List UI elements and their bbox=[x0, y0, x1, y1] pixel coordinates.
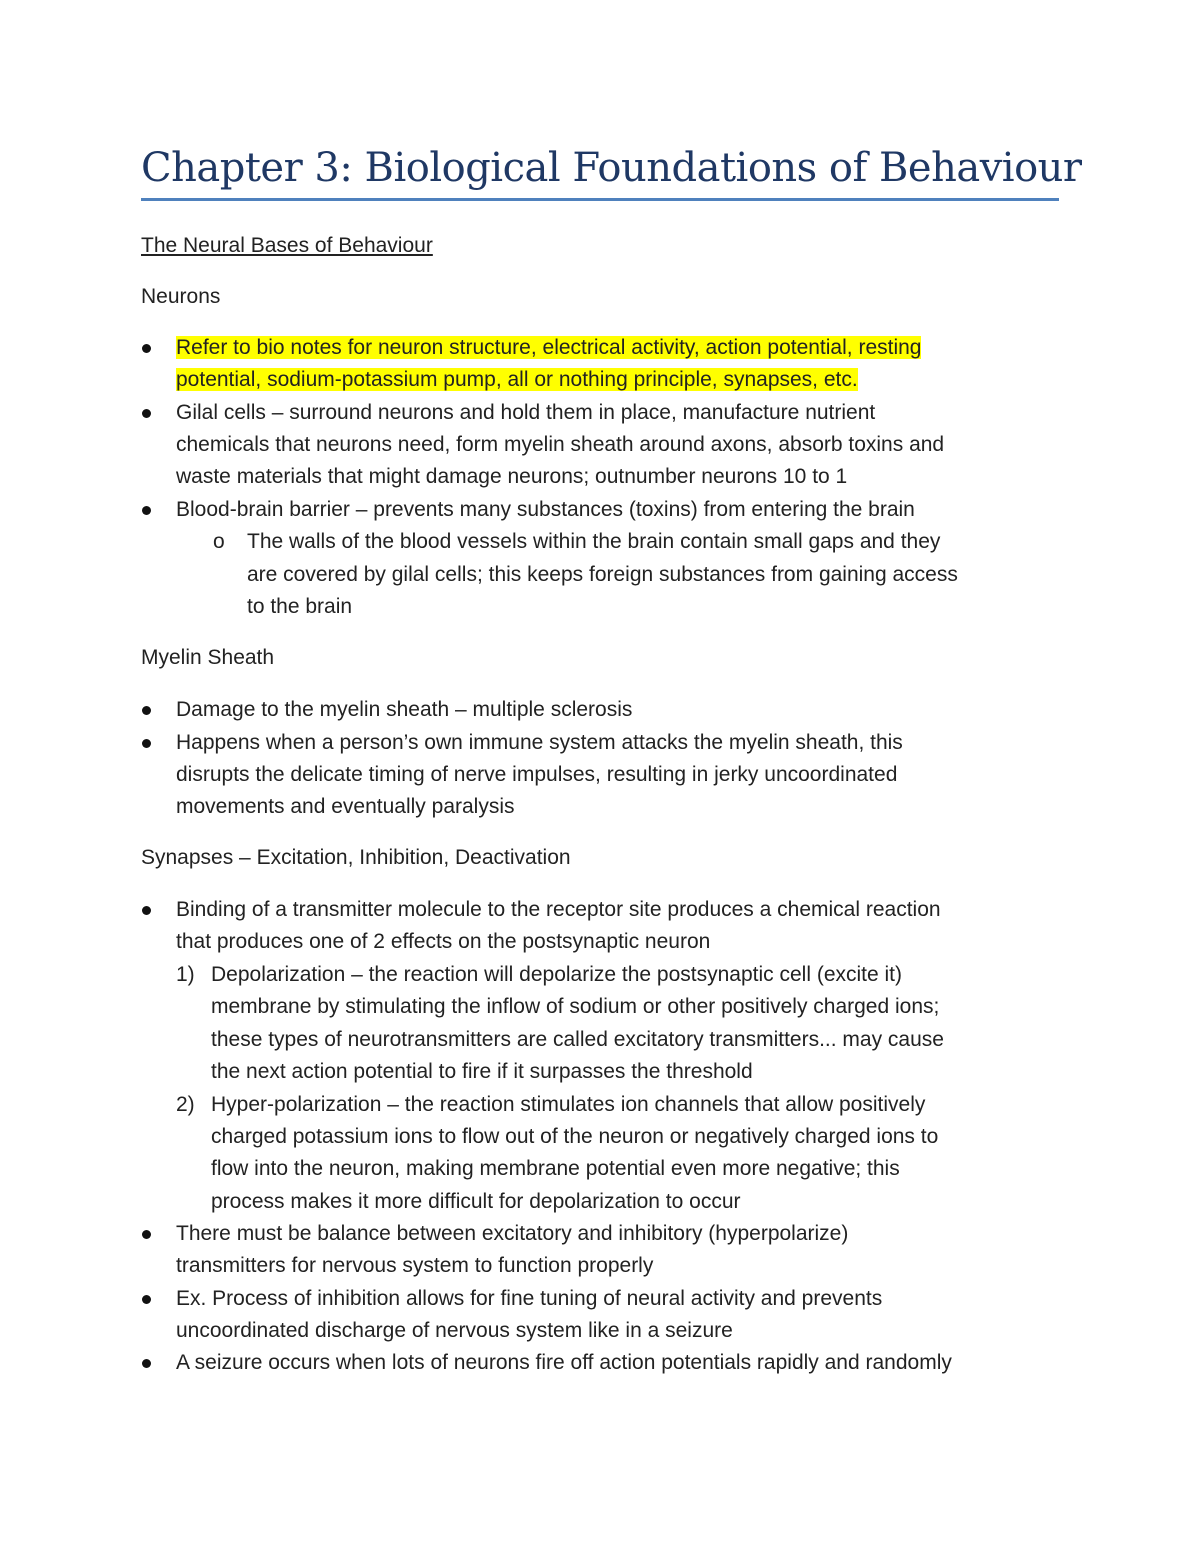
numbered-item-continuation: charged potassium ions to flow out of the neuron or negatively charged ions to bbox=[211, 1125, 939, 1148]
list-item: Blood-brain barrier – prevents many substances (toxins) from entering the brain bbox=[176, 498, 915, 521]
bullet-icon bbox=[142, 1359, 151, 1368]
bullet-icon bbox=[142, 1230, 151, 1239]
list-item-continuation: disrupts the delicate timing of nerve impulses, resulting in jerky uncoordinated bbox=[176, 763, 898, 786]
list-item-continuation: chemicals that neurons need, form myelin sheath around axons, absorb toxins and bbox=[176, 433, 945, 456]
list-item-continuation: movements and eventually paralysis bbox=[176, 795, 515, 818]
sub-bullet-icon: o bbox=[213, 530, 225, 553]
list-item: Damage to the myelin sheath – multiple sclerosis bbox=[176, 698, 633, 721]
list-item-continuation: uncoordinated discharge of nervous system like in a seizure bbox=[176, 1319, 733, 1342]
list-item-continuation: waste materials that might damage neurons; outnumber neurons 10 to 1 bbox=[176, 465, 848, 488]
numbered-item: Hyper-polarization – the reaction stimulates ion channels that allow positively bbox=[211, 1093, 926, 1116]
bullet-icon bbox=[142, 344, 151, 353]
list-item: There must be balance between excitatory and inhibitory (hyperpolarize) bbox=[176, 1222, 849, 1245]
list-item bbox=[176, 332, 921, 365]
page-title: Chapter 3: Biological Foundations of Behaviour bbox=[141, 145, 1082, 191]
list-item-continuation: transmitters for nervous system to function properly bbox=[176, 1254, 654, 1277]
highlighted-text: Refer to bio notes for neuron structure, electrical activity, action potential, resting bbox=[176, 336, 922, 359]
bullet-icon bbox=[142, 706, 151, 715]
sub-list-item-continuation: to the brain bbox=[247, 595, 353, 618]
numbered-item-continuation: membrane by stimulating the inflow of sodium or other positively charged ions; bbox=[211, 995, 940, 1018]
myelin-heading: Myelin Sheath bbox=[141, 646, 275, 669]
numbered-item-continuation: these types of neurotransmitters are called excitatory transmitters... may cause bbox=[211, 1028, 944, 1051]
sub-list-item-continuation: are covered by gilal cells; this keeps foreign substances from gaining access bbox=[247, 563, 958, 586]
list-item: Happens when a person’s own immune system attacks the myelin sheath, this bbox=[176, 731, 903, 754]
numbered-item: Depolarization – the reaction will depolarize the postsynaptic cell (excite it) bbox=[211, 963, 903, 986]
numbered-item-continuation: flow into the neuron, making membrane potential even more negative; this bbox=[211, 1157, 900, 1180]
numbered-item-continuation: process makes it more difficult for depolarization to occur bbox=[211, 1190, 741, 1213]
numbered-marker: 1) bbox=[176, 963, 195, 986]
neurons-heading: Neurons bbox=[141, 285, 221, 308]
list-item-continuation: that produces one of 2 effects on the postsynaptic neuron bbox=[176, 930, 711, 953]
bullet-icon bbox=[142, 506, 151, 515]
section-heading: The Neural Bases of Behaviour bbox=[141, 234, 433, 257]
list-item: Binding of a transmitter molecule to the receptor site produces a chemical reaction bbox=[176, 898, 941, 921]
numbered-marker: 2) bbox=[176, 1093, 195, 1116]
title-underline-rule bbox=[141, 198, 1059, 201]
bullet-icon bbox=[142, 906, 151, 915]
list-item: Ex. Process of inhibition allows for fine tuning of neural activity and prevents bbox=[176, 1287, 883, 1310]
highlighted-text: potential, sodium-potassium pump, all or nothing principle, synapses, etc. bbox=[176, 368, 858, 391]
bullet-icon bbox=[142, 409, 151, 418]
bullet-icon bbox=[142, 739, 151, 748]
bullet-icon bbox=[142, 1295, 151, 1304]
list-item-continuation bbox=[176, 364, 858, 397]
list-item: A seizure occurs when lots of neurons fire off action potentials rapidly and randomly bbox=[176, 1351, 952, 1374]
synapses-heading: Synapses – Excitation, Inhibition, Deactivation bbox=[141, 846, 571, 869]
list-item: Gilal cells – surround neurons and hold them in place, manufacture nutrient bbox=[176, 401, 876, 424]
numbered-item-continuation: the next action potential to fire if it surpasses the threshold bbox=[211, 1060, 753, 1083]
sub-list-item: The walls of the blood vessels within the brain contain small gaps and they bbox=[247, 530, 941, 553]
